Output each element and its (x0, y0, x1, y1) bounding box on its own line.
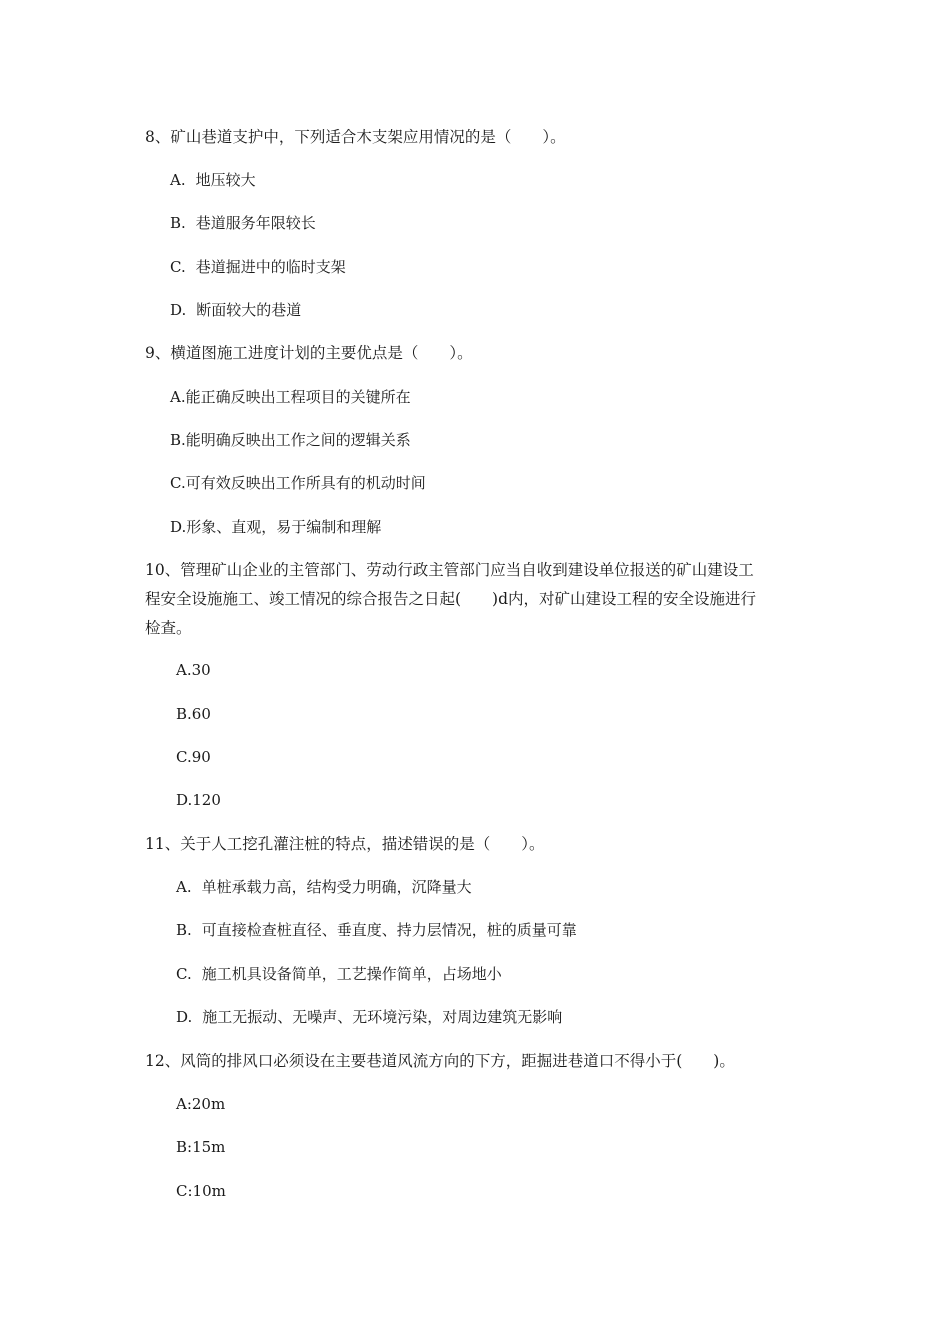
option-label: A: (176, 1095, 192, 1113)
question-10-stem-line-3: 检查。 (145, 619, 192, 637)
option-label: B. (176, 705, 192, 723)
question-10-option-a (176, 659, 211, 681)
option-text: 能明确反映出工作之间的逻辑关系 (185, 431, 411, 449)
option-text: 可有效反映出工作所具有的机动时间 (185, 474, 426, 492)
question-8-stem: 8、矿山巷道支护中，下列适合木支架应用情况的是（ ）。 (145, 128, 566, 146)
option-text: 90 (191, 748, 211, 766)
question-10-stem-line-1: 10、管理矿山企业的主管部门、劳动行政主管部门应当自收到建设单位报送的矿山建设工 (145, 561, 754, 579)
option-text: 施工机具设备简单，工艺操作简单，占场地小 (201, 965, 502, 983)
option-label: C. (176, 748, 192, 766)
option-text: 30 (191, 661, 211, 679)
option-label: C. (170, 258, 186, 276)
option-text: 单桩承载力高，结构受力明确，沉降量大 (201, 878, 472, 896)
question-11-option-a (176, 876, 472, 898)
option-label: D. (176, 791, 193, 809)
option-text: 地压较大 (195, 171, 256, 189)
question-11-option-c (176, 963, 502, 985)
question-12-option-b (176, 1136, 225, 1158)
question-10-option-b (176, 703, 211, 725)
option-label: B: (176, 1138, 193, 1156)
question-10-option-d (176, 789, 221, 811)
question-12-stem: 12、风筒的排风口必须设在主要巷道风流方向的下方，距掘进巷道口不得小于( )。 (145, 1052, 735, 1070)
question-9-option-c (170, 472, 426, 494)
question-11-option-d (176, 1006, 562, 1028)
option-text: 断面较大的巷道 (196, 301, 302, 319)
question-8-option-d (170, 299, 301, 321)
question-10-option-c (176, 746, 211, 768)
option-label: A. (176, 661, 192, 679)
option-label: C. (176, 965, 192, 983)
option-text: 能正确反映出工程项目的关键所在 (185, 388, 411, 406)
option-label: C: (176, 1182, 193, 1200)
option-label: A. (170, 171, 186, 189)
option-text: 20m (191, 1095, 226, 1113)
question-9-option-d (170, 516, 381, 538)
question-11-stem: 11、关于人工挖孔灌注桩的特点，描述错误的是（ ）。 (145, 835, 545, 853)
option-label: B. (170, 214, 186, 232)
option-text: 15m (192, 1138, 226, 1156)
question-9-stem: 9、横道图施工进度计划的主要优点是（ ）。 (145, 344, 473, 362)
option-text: 施工无振动、无噪声、无环境污染，对周边建筑无影响 (202, 1008, 563, 1026)
question-12-option-a (176, 1093, 225, 1115)
option-text: 巷道服务年限较长 (195, 214, 316, 232)
option-label: B. (176, 921, 192, 939)
option-text: 形象、直观，易于编制和理解 (186, 518, 382, 536)
question-8-option-c (170, 256, 346, 278)
question-9-option-b (170, 429, 411, 451)
option-label: B. (170, 431, 186, 449)
option-label: C. (170, 474, 186, 492)
option-label: D. (170, 518, 187, 536)
question-11-option-b (176, 919, 577, 941)
option-label: A. (170, 388, 186, 406)
question-9-option-a (170, 386, 411, 408)
option-text: 120 (192, 791, 221, 809)
option-text: 巷道掘进中的临时支架 (195, 258, 346, 276)
option-label: A. (176, 878, 192, 896)
option-label: D. (170, 301, 187, 319)
option-label: D. (176, 1008, 193, 1026)
question-10-stem-line-2: 程安全设施施工、竣工情况的综合报告之日起( )d内，对矿山建设工程的安全设施进行 (145, 590, 757, 608)
question-12-option-c (176, 1180, 226, 1202)
option-text: 60 (191, 705, 211, 723)
option-text: 10m (192, 1182, 226, 1200)
question-8-option-a (170, 169, 256, 191)
question-8-option-b (170, 212, 316, 234)
option-text: 可直接检查桩直径、垂直度、持力层情况，桩的质量可靠 (201, 921, 577, 939)
